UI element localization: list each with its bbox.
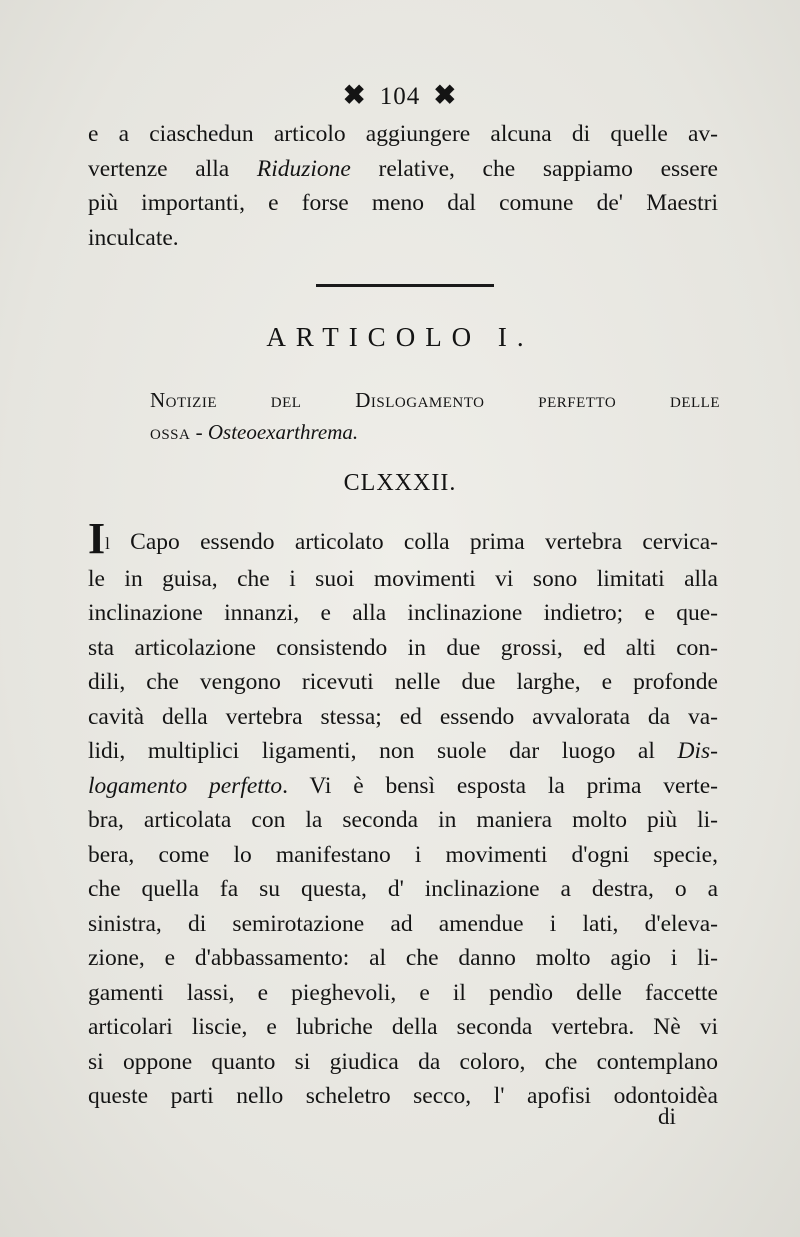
- intro-line-2-text-end: relative, che sappiamo essere: [350, 155, 718, 182]
- page-header: [0, 80, 800, 111]
- section-number: CLXXXII.: [343, 470, 457, 496]
- body-line-16: si oppone quanto si giudica da coloro, che contemplano: [88, 1048, 718, 1075]
- body-line-7: [88, 734, 718, 769]
- body-line-8: [88, 769, 718, 804]
- ornament-left-icon: ✖: [342, 80, 367, 110]
- body-line-8-italic: logamento perfetto: [88, 772, 283, 799]
- body-line-11: che quella fa su questa, d' inclinazione a destra, o a: [88, 876, 718, 902]
- riduzione-term: Riduzione: [256, 155, 351, 182]
- body-line-15: articolari liscie, e lubriche della seconda vertebra. Nè vi: [88, 1014, 718, 1040]
- catchword: di: [658, 1104, 676, 1129]
- body-line-9: bra, articolata con la seconda in maniera molto più li-: [88, 807, 718, 833]
- intro-line-2-text: vertenze alla: [88, 155, 257, 182]
- page-number: 104: [379, 83, 421, 110]
- subtitle-line-1: Notizie del Dislogamento perfetto delle: [150, 388, 720, 412]
- body-line-8-text: . Vi è bensì esposta la prima verte-: [282, 772, 718, 799]
- subtitle-dash: -: [190, 420, 208, 444]
- article-title: ARTICOLO I.: [266, 322, 534, 352]
- body-line-1-text: Capo essendo articolato colla prima vertebra cervica-: [109, 529, 718, 555]
- body-paragraph: [88, 514, 718, 1114]
- body-line-17: queste parti nello scheletro secco, l' apofisi odontoidèa: [88, 1083, 718, 1109]
- body-line-13: zione, e d'abbassamento: al che danno molto agio i li-: [88, 945, 718, 971]
- body-line-5: dili, che vengono ricevuti nelle due larghe, e profonde: [88, 669, 718, 695]
- body-line-10: bera, come lo manifestano i movimenti d'ogni specie,: [88, 841, 718, 868]
- subtitle-line-2: [150, 416, 720, 448]
- intro-line-2: [88, 152, 718, 187]
- article-subtitle: [150, 384, 720, 448]
- subtitle-caps: ossa: [150, 420, 191, 444]
- drop-cap: I: [88, 514, 106, 563]
- body-line-1: [88, 514, 718, 563]
- body-line-7-text: lidi, multiplici ligamenti, non suole dar luogo al: [88, 738, 678, 764]
- body-line-2: le in guisa, che i suoi movimenti vi sono limitati alla: [88, 565, 718, 592]
- body-line-7-italic: Dis-: [677, 738, 718, 764]
- body-line-14: gamenti lassi, e pieghevoli, e il pendìo delle faccette: [88, 979, 718, 1006]
- intro-line-1: e a ciaschedun articolo aggiungere alcuna di quelle av-: [88, 121, 718, 147]
- intro-line-4: inculcate.: [88, 224, 179, 251]
- body-line-6: cavità della vertebra stessa; ed essendo avvalorata da va-: [88, 703, 718, 730]
- intro-line-3: più importanti, e forse meno dal comune de' Maestri: [88, 190, 718, 216]
- section-divider: [316, 284, 494, 287]
- drop-cap-rest: l: [105, 534, 110, 553]
- ornament-right-icon: ✖: [433, 80, 458, 110]
- body-line-4: sta articolazione consistendo in due grossi, ed alti con-: [88, 634, 718, 661]
- body-line-12: sinistra, di semirotazione ad amendue i lati, d'eleva-: [88, 910, 718, 937]
- intro-paragraph: [88, 117, 718, 255]
- body-line-3: inclinazione innanzi, e alla inclinazione indietro; e que-: [88, 600, 718, 626]
- subtitle-italic-term: Osteoexarthrema.: [207, 420, 359, 444]
